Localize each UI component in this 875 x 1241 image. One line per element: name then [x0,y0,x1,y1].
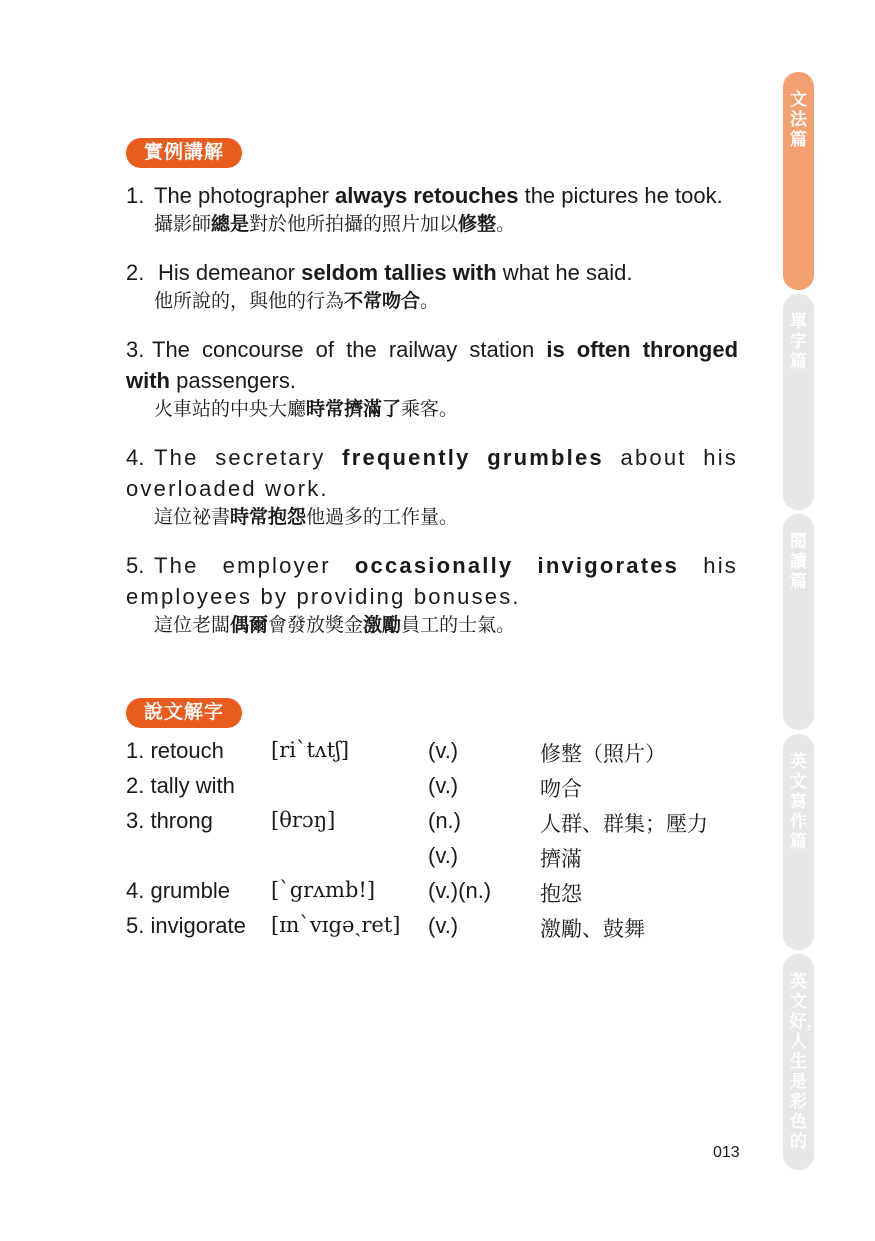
vocab-pos: (v.)(n.) [428,878,492,903]
chapter-tab-reading[interactable]: 閱讀篇 [783,514,814,730]
example-chinese: 這位老闆偶爾會發放獎金激勵員工的士氣。 [154,615,516,636]
page-number: 013 [713,1144,740,1161]
section-heading-vocab: 說文解字 [126,698,242,728]
vocab-phonetic: [`grʌmb!] [271,878,376,902]
key-phrase: frequently grumbles [342,445,604,470]
vocab-row [126,738,746,773]
vocab-pos: (v.) [428,913,459,938]
example-number: 5. [126,553,145,578]
vocab-phonetic: [ɪn`vɪgəˏret] [271,913,401,937]
chapter-tab-writing[interactable]: 英文寫作篇 [783,734,814,950]
example-english: 3. The concourse of the railway station is often thronged with passengers. [126,334,738,396]
example-item [126,550,738,640]
vocab-table [126,738,746,948]
vocab-meaning: 激勵、鼓舞 [540,918,645,941]
vocab-word: 4. grumble [126,878,230,903]
examples-list [126,180,738,658]
chapter-tab-colorful-life[interactable]: 英文好，人生是彩色的 [783,954,814,1170]
example-chinese: 他所說的，與他的行為不常吻合。 [154,291,440,312]
example-number: 1. [126,183,145,208]
example-item [126,180,738,239]
vocab-phonetic: [θrɔŋ] [271,808,336,832]
example-english: 2. His demeanor seldom tallies with what he said. [126,257,738,288]
vocab-meaning: 人群、群集；壓力 [540,813,708,836]
example-number: 2. [126,260,145,285]
vocab-pos: (v.) [428,773,459,798]
example-item [126,334,738,424]
vocab-word: 1. retouch [126,738,224,763]
example-number: 4. [126,445,145,470]
vocab-meaning: 修整（照片） [540,743,666,766]
vocab-word: 3. throng [126,808,213,833]
key-phrase: always retouches [335,183,519,208]
example-english: 1. The photographer always retouches the pictures he took. [126,180,738,211]
chapter-tab-grammar[interactable]: 文法篇 [783,72,814,290]
example-chinese: 攝影師總是對於他所拍攝的照片加以修整。 [154,214,516,235]
chapter-tab-vocabulary[interactable]: 單字篇 [783,294,814,510]
vocab-row [126,773,746,808]
vocab-phonetic: [ri`tʌtʃ] [271,738,350,762]
example-item [126,257,738,316]
example-number: 3. [126,337,145,362]
example-english: 4. The secretary frequently grumbles about his overloaded work. [126,442,738,504]
example-chinese: 火車站的中央大廳時常擠滿了乘客。 [154,399,459,420]
vocab-meaning: 擠滿 [540,848,582,871]
vocab-pos: (v.) [428,738,459,763]
section-heading-examples: 實例講解 [126,138,242,168]
example-english: 5. The employer occasionally invigorates his employees by providing bonuses. [126,550,738,612]
vocab-row [126,808,746,843]
vocab-pos: (n.) [428,808,461,833]
vocab-meaning: 抱怨 [540,883,582,906]
example-item [126,442,738,532]
key-phrase: occasionally invigorates [354,553,680,578]
vocab-word: 5. invigorate [126,913,246,938]
example-chinese: 這位祕書時常抱怨他過多的工作量。 [154,507,459,528]
key-phrase: seldom tallies with [301,260,497,285]
vocab-meaning: 吻合 [540,778,582,801]
vocab-row [126,878,746,913]
key-phrase: is often thronged with [126,337,739,393]
vocab-row [126,843,746,878]
vocab-pos: (v.) [428,843,459,868]
vocab-word: 2. tally with [126,773,235,798]
vocab-row [126,913,746,948]
